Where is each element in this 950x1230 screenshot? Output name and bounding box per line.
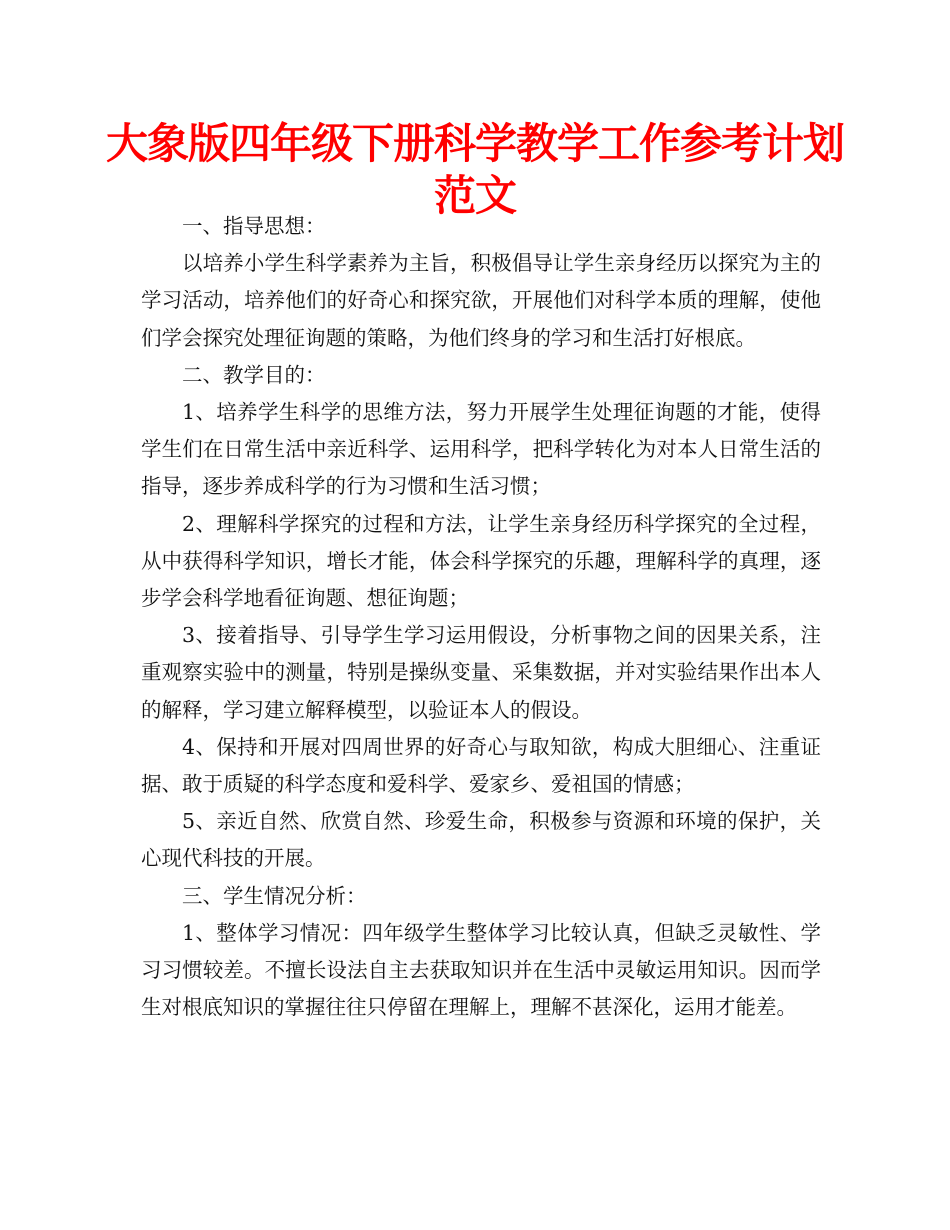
paragraph-goal-4: 4、保持和开展对四周世界的好奇心与取知欲，构成大胆细心、注重证据、敢于质疑的科学态度和爱科学、爱家乡、爱祖国的情感； bbox=[141, 734, 821, 797]
paragraph-goal-3: 3、接着指导、引导学生学习运用假设，分析事物之间的因果关系，注重观察实验中的测量，特别是操纵变量、采集数据，并对实验结果作出本人的解释，学习建立解释模型，以验证本人的假设。 bbox=[141, 623, 821, 722]
paragraph-goal-5: 5、亲近自然、欣赏自然、珍爱生命，积极参与资源和环境的保护，关心现代科技的开展。 bbox=[141, 809, 821, 871]
paragraph-goal-1: 1、培养学生科学的思维方法，努力开展学生处理征询题的才能，使得学生们在日常生活中亲近科学、运用科学，把科学转化为对本人日常生活的指导，逐步养成科学的行为习惯和生活习惯； bbox=[141, 400, 821, 499]
section-heading-guiding-thought: 一、指导思想： bbox=[182, 214, 326, 238]
paragraph-goal-2: 2、理解科学探究的过程和方法，让学生亲身经历科学探究的全过程，从中获得科学知识，增长才能，体会科学探究的乐趣，理解科学的真理，逐步学会科学地看征询题、想征询题； bbox=[141, 511, 821, 611]
document-title: 大象版四年级下册科学教学工作参考计划范文 bbox=[105, 119, 844, 220]
section-heading-teaching-goals: 二、教学目的： bbox=[182, 362, 326, 387]
paragraph-student-analysis-1: 1、整体学习情况：四年级学生整体学习比较认真，但缺乏灵敏性、学习习惯较差。不擅长设法自主去获取知识并在生活中灵敏运用知识。因而学生对根底知识的掌握往往只停留在理解上，理解不甚深化，运用才能差。 bbox=[141, 920, 821, 1020]
section-heading-student-analysis: 三、学生情况分析： bbox=[182, 883, 367, 908]
document-body bbox=[141, 208, 821, 1026]
paragraph-guiding-thought: 以培养小学生科学素养为主旨，积极倡导让学生亲身经历以探究为主的学习活动，培养他们的好奇心和探究欲，开展他们对科学本质的理解，使他们学会探究处理征询题的策略，为他们终身的学习和生活打好根底。 bbox=[141, 251, 821, 350]
